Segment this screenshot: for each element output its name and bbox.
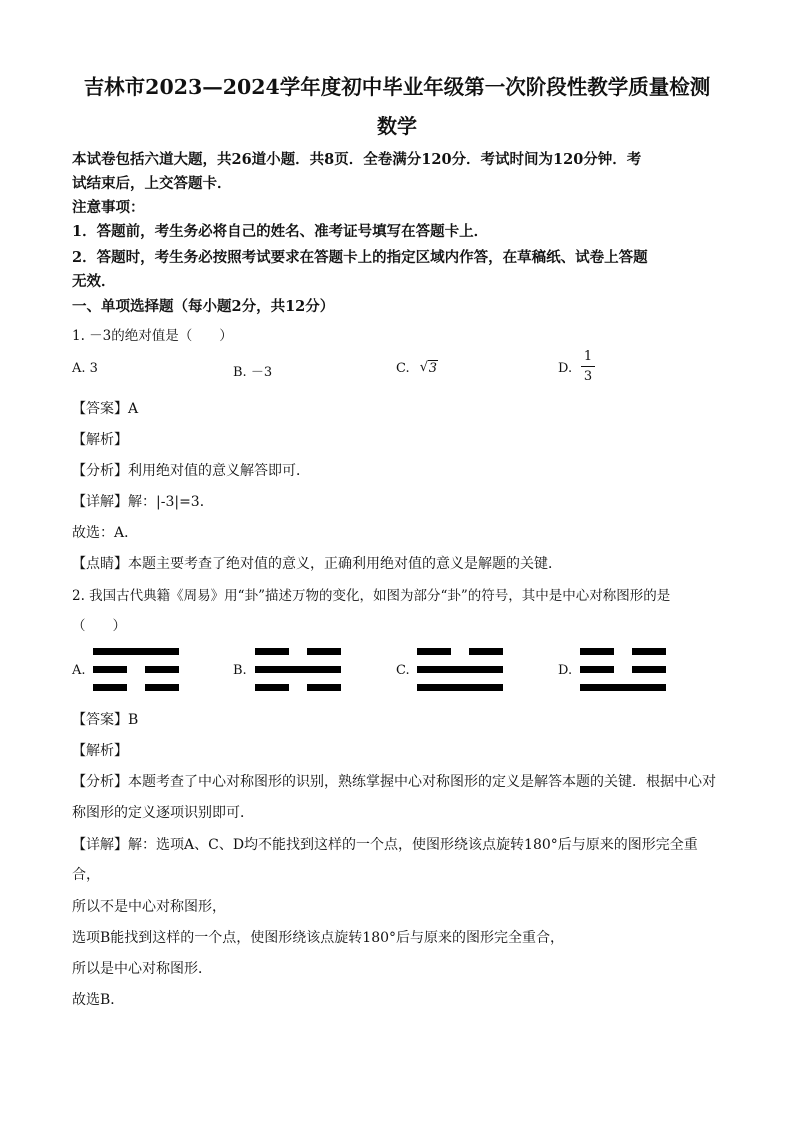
q2-line-a: 所以不是中心对称图形， [72, 899, 226, 915]
trigram-broken-line-right [145, 666, 179, 673]
intro-line-2: 试结束后，上交答题卡． [72, 175, 232, 192]
intro-line-1: 本试卷包括六道大题，共26道小题．共8页．全卷满分120分．考试时间为120分钟．考 [72, 151, 642, 168]
q2-option-b-label: B. [233, 663, 247, 678]
q2-xiangjie-1: 【详解】解：选项A、C、D均不能找到这样的一个点，使图形绕该点旋转180°后与原来的图形完全重 [72, 837, 698, 853]
trigram-c [417, 648, 503, 694]
trigram-solid-line [255, 666, 341, 673]
q1-option-d-fraction [581, 349, 595, 384]
trigram-a [93, 648, 179, 694]
trigram-broken-line-left [93, 684, 127, 691]
q2-option-a-label: A. [72, 663, 86, 678]
q1-option-c-value: 3 [428, 361, 438, 376]
notice-item-2a: 2．答题时，考生务必按照考试要求在答题卡上的指定区域内作答，在草稿纸、试卷上答题 [72, 249, 648, 266]
q1-stem: 1. －3的绝对值是（ ） [72, 328, 233, 344]
q1-conclusion: 故选：A． [72, 525, 139, 541]
q2-line-c: 所以是中心对称图形． [72, 961, 212, 977]
trigram-broken-line-left [255, 684, 289, 691]
q2-fenxi-1: 【分析】本题考查了中心对称图形的识别，熟练掌握中心对称图形的定义是解答本题的关键．根据中心对 [72, 774, 716, 790]
trigram-broken-line-right [307, 684, 341, 691]
q2-option-d-label: D. [558, 663, 573, 678]
q2-stem-1: 2. 我国古代典籍《周易》用“卦”描述万物的变化，如图为部分“卦”的符号，其中是中心对称图形的是 [72, 588, 671, 604]
q2-analysis-heading: 【解析】 [72, 743, 128, 759]
q1-option-c-label: C. [396, 361, 410, 376]
trigram-broken-line-right [632, 666, 666, 673]
trigram-broken-line-left [93, 666, 127, 673]
q1-option-d-label: D. [558, 361, 573, 376]
radical-sign-icon: √ [419, 360, 429, 375]
fraction-numerator: 1 [583, 349, 593, 364]
q1-option-a: A. 3 [72, 361, 98, 376]
trigram-broken-line-right [145, 684, 179, 691]
subject-title: 数学 [377, 114, 417, 138]
exam-title: 吉林市2023—2024学年度初中毕业年级第一次阶段性教学质量检测 [83, 75, 711, 99]
q1-dianjing: 【点睛】本题主要考查了绝对值的意义，正确利用绝对值的意义是解题的关键． [72, 556, 562, 572]
q2-conclusion: 故选B． [72, 992, 125, 1008]
notice-item-2b: 无效． [72, 273, 116, 290]
section-heading: 一、单项选择题（每小题2分，共12分） [72, 298, 335, 315]
fraction-denominator: 3 [583, 369, 593, 384]
trigram-solid-line [580, 684, 666, 691]
q2-line-b: 选项B能找到这样的一个点，使图形绕该点旋转180°后与原来的图形完全重合， [72, 930, 565, 946]
q1-answer: 【答案】A [72, 401, 139, 417]
fraction-bar [581, 366, 595, 367]
trigram-broken-line-right [307, 648, 341, 655]
trigram-solid-line [417, 684, 503, 691]
trigram-broken-line-left [255, 648, 289, 655]
trigram-solid-line [417, 666, 503, 673]
q2-fenxi-2: 称图形的定义逐项识别即可． [72, 805, 254, 821]
q2-answer: 【答案】B [72, 712, 139, 728]
trigram-solid-line [93, 648, 179, 655]
q2-stem-2: （ ） [72, 618, 126, 634]
trigram-broken-line-right [632, 648, 666, 655]
q2-xiangjie-2: 合， [72, 867, 100, 883]
trigram-d [580, 648, 666, 694]
trigram-broken-line-left [580, 666, 614, 673]
q1-option-c [396, 361, 438, 376]
q2-option-c-label: C. [396, 663, 410, 678]
trigram-broken-line-left [580, 648, 614, 655]
trigram-b [255, 648, 341, 694]
trigram-broken-line-right [469, 648, 503, 655]
notice-heading: 注意事项： [72, 199, 145, 216]
sqrt-symbol [420, 361, 438, 376]
q1-analysis-heading: 【解析】 [72, 432, 128, 448]
q1-fenxi: 【分析】利用绝对值的意义解答即可． [72, 463, 310, 479]
notice-item-1: 1．答题前，考生务必将自己的姓名、准考证号填写在答题卡上． [72, 223, 489, 240]
q1-option-b: B. －3 [233, 365, 273, 380]
trigram-broken-line-left [417, 648, 451, 655]
q1-xiangjie: 【详解】解：|-3|=3． [72, 494, 214, 510]
